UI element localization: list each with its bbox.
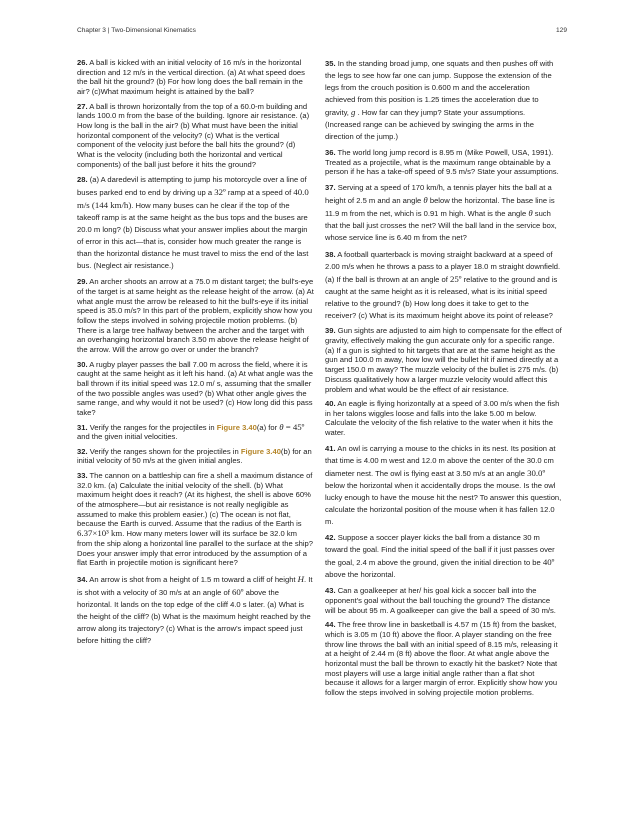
page-header [77,27,567,34]
problem-27: 27. A ball is thrown horizontally from the top of a 60.0-m building and lands 100.0 m from the base of the building. Ignore air resistance. (a) How long is the ball in the air? (b) What must have been the initial horizontal component of the velocity? (c) What is the vertical component of the velocity just before the ball hits the ground? (d) What is the velocity (including both the horizontal and vertical components) of the ball just before it hits the ground? [77,101,310,169]
problem-38: 38. A football quarterback is moving straight backward at a speed of 2.00 m/s when he throws a pass to a player 18.0 m straight downfield. (a) If the ball is thrown at an angle of 25º relative to the ground and is caught at the same height as it is released, what is its initial speed relative to the ground? (b) How long does it take to get to the receiver? (c) What is its maximum height above its point of release? [325,249,561,320]
problem-41: 41. An owl is carrying a mouse to the chicks in its nest. Its position at that time is 4.00 m west and 12.0 m above the center of the 30.0 cm diameter nest. The owl is flying east at 3.50 m/s at an angle 30.0º below the horizontal when it accidentally drops the mouse. Is the owl lucky enough to have the mouse hit the nest? To answer this question, calculate the horizontal position of the mouse when it has fallen 12.0 m. [325,443,562,526]
page-number: 129 [555,27,567,34]
problem-26: 26. A ball is kicked with an initial velocity of 16 m/s in the horizontal direction and 12 m/s in the vertical direction. (a) At what speed does the ball hit the ground? (b) For how long does the ball remain in the air? (c)What maximum height is attained by the ball? [77,58,305,97]
throw-angle: 25º [449,273,462,284]
figure-link[interactable]: Figure 3.40 [240,446,281,456]
problem-34: 34. An arrow is shot from a height of 1.5 m toward a cliff of height H. It is shot with a velocity of 30 m/s at an angle of 60º above the horizontal. It lands on the top edge of the cliff 4.0 s later. (a) What is the height of the cliff? (b) What is the maximum height reached by the arrow along its trajectory? (c) What is the arrow's impact speed just before hitting the cliff? [77,573,313,645]
problem-43: 43. Can a goalkeeper at her/ his goal kick a soccer ball into the opponent's goal without the ball touching the ground? The distance will be about 95 m. A goalkeeper can give the ball a speed of 30 m/s. [325,586,556,615]
problem-33: 33. The cannon on a battleship can fire a shell a maximum distance of 32.0 km. (a) Calculate the initial velocity of the shell. (b) What maximum height does it reach? (At its highest, the shell is above 60% of the atmosphere—but air resistance is not really negligible as assumed to make this problem easier.) (c) The ocean is not flat, because the Earth is curved. Assume that the radius of the Earth is 6.37×10³ km. How many meters lower will its surface be 32.0 km from the ship along a horizontal line parallel to the surface at the ship? Does your answer imply that error introduced by the assumption of a flat Earth in projectile motion is significant here? [77,470,313,568]
problem-37: 37. Serving at a speed of 170 km/h, a tennis player hits the ball at a height of 2.5 m and an angle θ below the horizontal. The base line is 11.9 m from the net, which is 0.91 m high. What is the angle θ such that the ball just crosses the net? Will the ball land in the service box, whose service line is 6.40 m from the net? [325,182,557,242]
problem-39: 39. Gun sights are adjusted to aim high to compensate for the effect of gravity, effectively making the gun accurate only for a specific range. (a) If a gun is sighted to hit targets that are at the same height as the gun and 100.0 m away, how low will the bullet hit if aimed directly at a target 150.0 m away? The muzzle velocity of the bullet is 275 m/s. (b) Discuss qualitatively how a larger muzzle velocity would affect this problem and what would be the effect of air resistance. [325,326,562,394]
ramp-angle: 32º [214,187,226,198]
problem-32: 32. Verify the ranges shown for the projectiles in Figure 3.40(b) for an initial velocity of 50 m/s at the given initial angles. [77,446,312,466]
earth-radius: 6.37×10³ km [77,528,123,539]
theta-symbol: θ [279,421,284,432]
right-column [325,58,562,703]
problem-28: 28. (a) A daredevil is attempting to jump his motorcycle over a line of buses parked end to end by driving up a 32º ramp at a speed of 40.0 m/s (144 km/h). How many buses can he clear if the top of the takeoff ramp is at the same height as the bus tops and the buses are 20.0 m long? (b) Discuss what your answer implies about the margin of error in this act—that is, consider how much greater the range is than the horizontal distance he must travel to miss the end of the last bus. (Neglect air resistance.) [77,175,309,271]
launch-angle: 60º [231,586,244,597]
chapter-title: Chapter 3 | Two-Dimensional Kinematics [77,27,196,34]
problem-31: 31. Verify the ranges for the projectiles in Figure 3.40(a) for θ = 45º and the given initial velocities. [77,421,305,442]
theta-symbol: θ [423,194,428,205]
owl-angle: 30.0º [527,467,546,478]
cliff-height-symbol: H [297,573,305,584]
gravity-symbol: g [351,107,356,117]
figure-link[interactable]: Figure 3.40 [216,422,257,432]
problem-42: 42. Suppose a soccer player kicks the ball from a distance 30 m toward the goal. Find the initial speed of the ball if it just passes over the goal, 2.4 m above the ground, given the initial direction to be 40º above the horizontal. [325,533,555,580]
ramp-speed: 40.0 m/s (144 km/h) [77,187,309,211]
kick-angle: 40º [542,557,555,568]
problem-44: 44. The free throw line in basketball is 4.57 m (15 ft) from the basket, which is 3.05 m (10 ft) above the floor. A player standing on the free throw line throws the ball with an initial speed of 8.15 m/s, releasing it at a height of 2.44 m (8 ft) above the floor. At what angle above the horizontal must the ball be thrown to exactly hit the basket? Note that most players will use a large initial angle rather than a flat shot because it allows for a larger margin of error. Explicitly show how you follow the steps involved in solving projectile motion problems. [325,620,558,698]
problem-40: 40. An eagle is flying horizontally at a speed of 3.00 m/s when the fish in her talons wiggles loose and falls into the lake 5.00 m below. Calculate the velocity of the fish relative to the water when it hits the water. [325,399,560,438]
left-column [77,58,314,652]
problem-36: 36. The world long jump record is 8.95 m (Mike Powell, USA, 1991). Treated as a projectile, what is the maximum range obtainable by a person if he has a take-off speed of 9.5 m/s? State your assumptions. [325,147,559,177]
theta-symbol: θ [528,207,533,218]
problem-29: 29. An archer shoots an arrow at a 75.0 m distant target; the bull's-eye of the target is at same height as the release height of the arrow. (a) At what angle must the arrow be released to hit the bull's-eye if its initial speed is 35.0 m/s? In this part of the problem, explicitly show how you follow the steps involved in solving projectile motion problems. (b) There is a large tree halfway between the archer and the target with an overhanging horizontal branch 3.50 m above the release height of the arrow. Will the arrow go over or under the branch? [77,277,314,355]
problem-35: 35. In the standing broad jump, one squats and then pushes off with the legs to see how far one can jump. Suppose the extension of the legs from the crouch position is 0.600 m and the acceleration achieved from this position is 1.25 times the acceleration due to gravity, g . How far can they jump? State your assumptions. (Increased range can be achieved by swinging the arms in the direction of the jump.) [325,59,554,141]
problem-30: 30. A rugby player passes the ball 7.00 m across the field, where it is caught at the same height as it left his hand. (a) At what angle was the ball thrown if its initial speed was 12.0 m/ s, assuming that the smaller of the two possible angles was used? (b) What other angle gives the same range, and why would it not be used? (c) How long did this pass take? [77,359,313,418]
